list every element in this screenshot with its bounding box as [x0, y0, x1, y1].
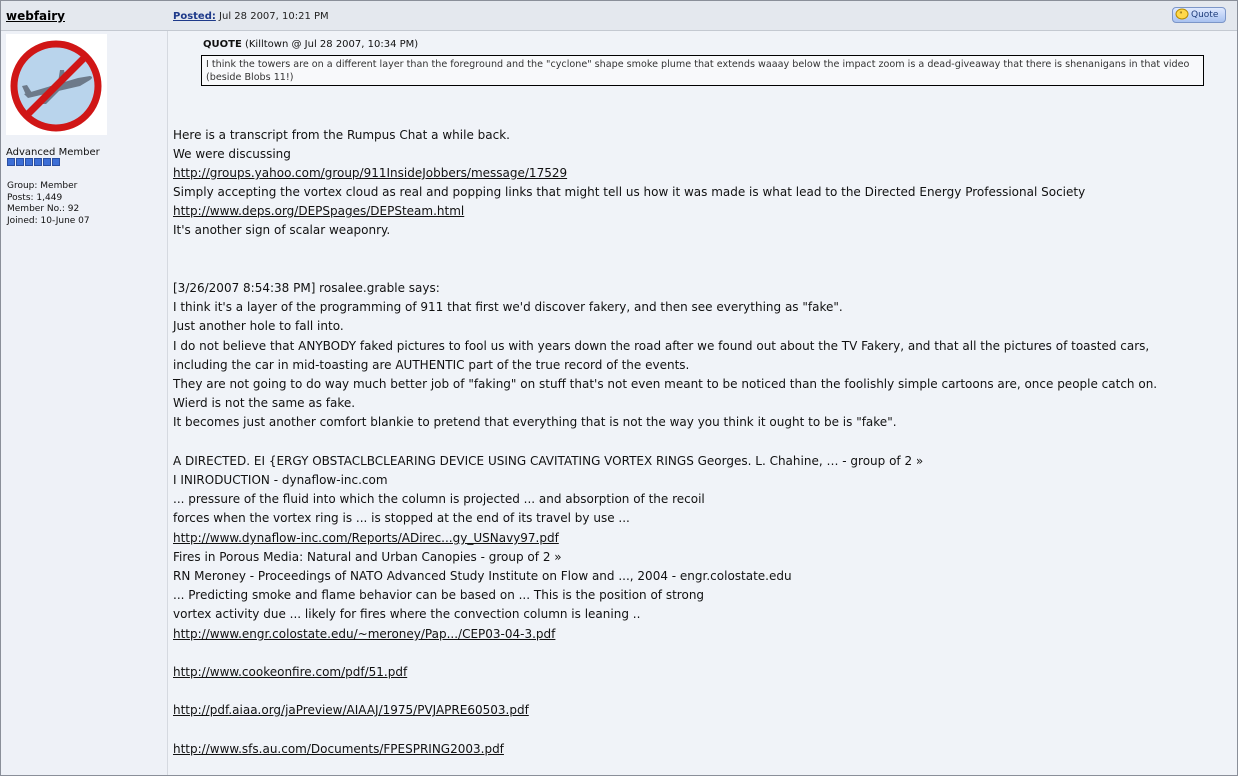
quote-label: QUOTE	[203, 39, 242, 50]
rank-pips	[7, 158, 61, 167]
text-line: including the car in mid-toasting are AUTHENTIC part of the true record of the events.	[173, 358, 690, 372]
quote-box: I think the towers are on a different layer than the foreground and the "cyclone" shape smoke plume that extends waaay below the impact zoom is a dead-giveaway that there is shenanigans in that video (beside Blobs 11!)	[201, 55, 1204, 86]
post-link[interactable]: http://www.engr.colostate.edu/~meroney/Pap.../CEP03-04-3.pdf	[173, 627, 556, 641]
author-name-link[interactable]: webfairy	[6, 9, 65, 23]
quote-bubble-icon	[1175, 8, 1189, 21]
text-line: I do not believe that ANYBODY faked pictures to fool us with years down the road after we found out about the TV Fakery, and that all the pictures of toasted cars,	[173, 339, 1150, 353]
member-stats	[7, 181, 90, 227]
member-joined: Joined: 10-June 07	[7, 215, 90, 226]
member-posts: Posts: 1,449	[7, 192, 63, 203]
post-link[interactable]: http://www.dynaflow-inc.com/Reports/ADirec...gy_USNavy97.pdf	[173, 531, 559, 545]
rank-pip	[25, 158, 33, 166]
text-line: ... Predicting smoke and flame behavior can be based on ... This is the position of strong	[173, 588, 705, 602]
avatar	[6, 34, 107, 135]
quote-button-label: Quote	[1191, 10, 1219, 20]
no-airplane-icon	[6, 34, 107, 135]
text-line: [3/26/2007 8:54:38 PM] rosalee.grable says:	[173, 281, 440, 295]
text-line: Wierd is not the same as fake.	[173, 396, 356, 410]
text-line: forces when the vortex ring is ... is stopped at the end of its travel by use ...	[173, 511, 630, 525]
rank-pip	[52, 158, 60, 166]
quote-button[interactable]	[1172, 7, 1226, 23]
text-line: I INIRODUCTION - dynaflow-inc.com	[173, 473, 388, 487]
rank-pip	[16, 158, 24, 166]
post-link[interactable]: http://www.deps.org/DEPSpages/DEPSteam.html	[173, 204, 465, 218]
rank-pip	[7, 158, 15, 166]
text-line: It's another sign of scalar weaponry.	[173, 223, 391, 237]
quote-source: (Killtown @ Jul 28 2007, 10:34 PM)	[241, 39, 419, 50]
rank-pip	[43, 158, 51, 166]
text-line: Simply accepting the vortex cloud as real and popping links that might tell us how it was made is what lead to the Directed Energy Professional Society	[173, 185, 1086, 199]
author-panel	[1, 31, 168, 775]
svg-text:": "	[1179, 10, 1183, 19]
text-line: A DIRECTED. EI {ERGY OBSTACLBCLEARING DEVICE USING CAVITATING VORTEX RINGS Georges. L. Chahine, … - group of 2 »	[173, 454, 924, 468]
text-line: ... pressure of the fluid into which the column is projected ... and absorption of the recoil	[173, 492, 705, 506]
text-line: Here is a transcript from the Rumpus Chat a while back.	[173, 128, 510, 142]
text-line: It becomes just another comfort blankie to pretend that everything that is not the way you think it ought to be is "fake".	[173, 415, 897, 429]
text-line: Fires in Porous Media: Natural and Urban Canopies - group of 2 »	[173, 550, 562, 564]
post-link[interactable]: http://pdf.aiaa.org/jaPreview/AIAAJ/1975/PVJAPRE60503.pdf	[173, 703, 529, 717]
text-line: Just another hole to fall into.	[173, 319, 344, 333]
posted-label[interactable]: Posted:	[173, 11, 216, 22]
post-header	[1, 1, 1237, 31]
member-title: Advanced Member	[6, 147, 100, 158]
member-number: Member No.: 92	[7, 204, 80, 215]
post-link[interactable]: http://www.cookeonfire.com/pdf/51.pdf	[173, 665, 408, 679]
posted-date: Jul 28 2007, 10:21 PM	[215, 11, 329, 22]
text-line: vortex activity due ... likely for fires where the convection column is leaning ..	[173, 607, 641, 621]
text-line: They are not going to do way much better job of "faking" on stuff that's not even meant to be noticed than the foolishly simple cartoons are, once people catch on.	[173, 377, 1158, 391]
quote-header	[203, 39, 418, 50]
post-link[interactable]: http://groups.yahoo.com/group/911InsideJobbers/message/17529	[173, 166, 568, 180]
text-line: RN Meroney - Proceedings of NATO Advanced Study Institute on Flow and ..., 2004 - engr.colostate.edu	[173, 569, 792, 583]
text-line: I think it's a layer of the programming of 911 that first we'd discover fakery, and then see everything as "fake".	[173, 300, 843, 314]
post-link[interactable]: http://www.sfs.au.com/Documents/FPESPRING2003.pdf	[173, 742, 504, 756]
rank-pip	[34, 158, 42, 166]
member-group: Group: Member	[7, 181, 78, 191]
post-timestamp	[173, 11, 329, 22]
text-line: We were discussing	[173, 147, 291, 161]
